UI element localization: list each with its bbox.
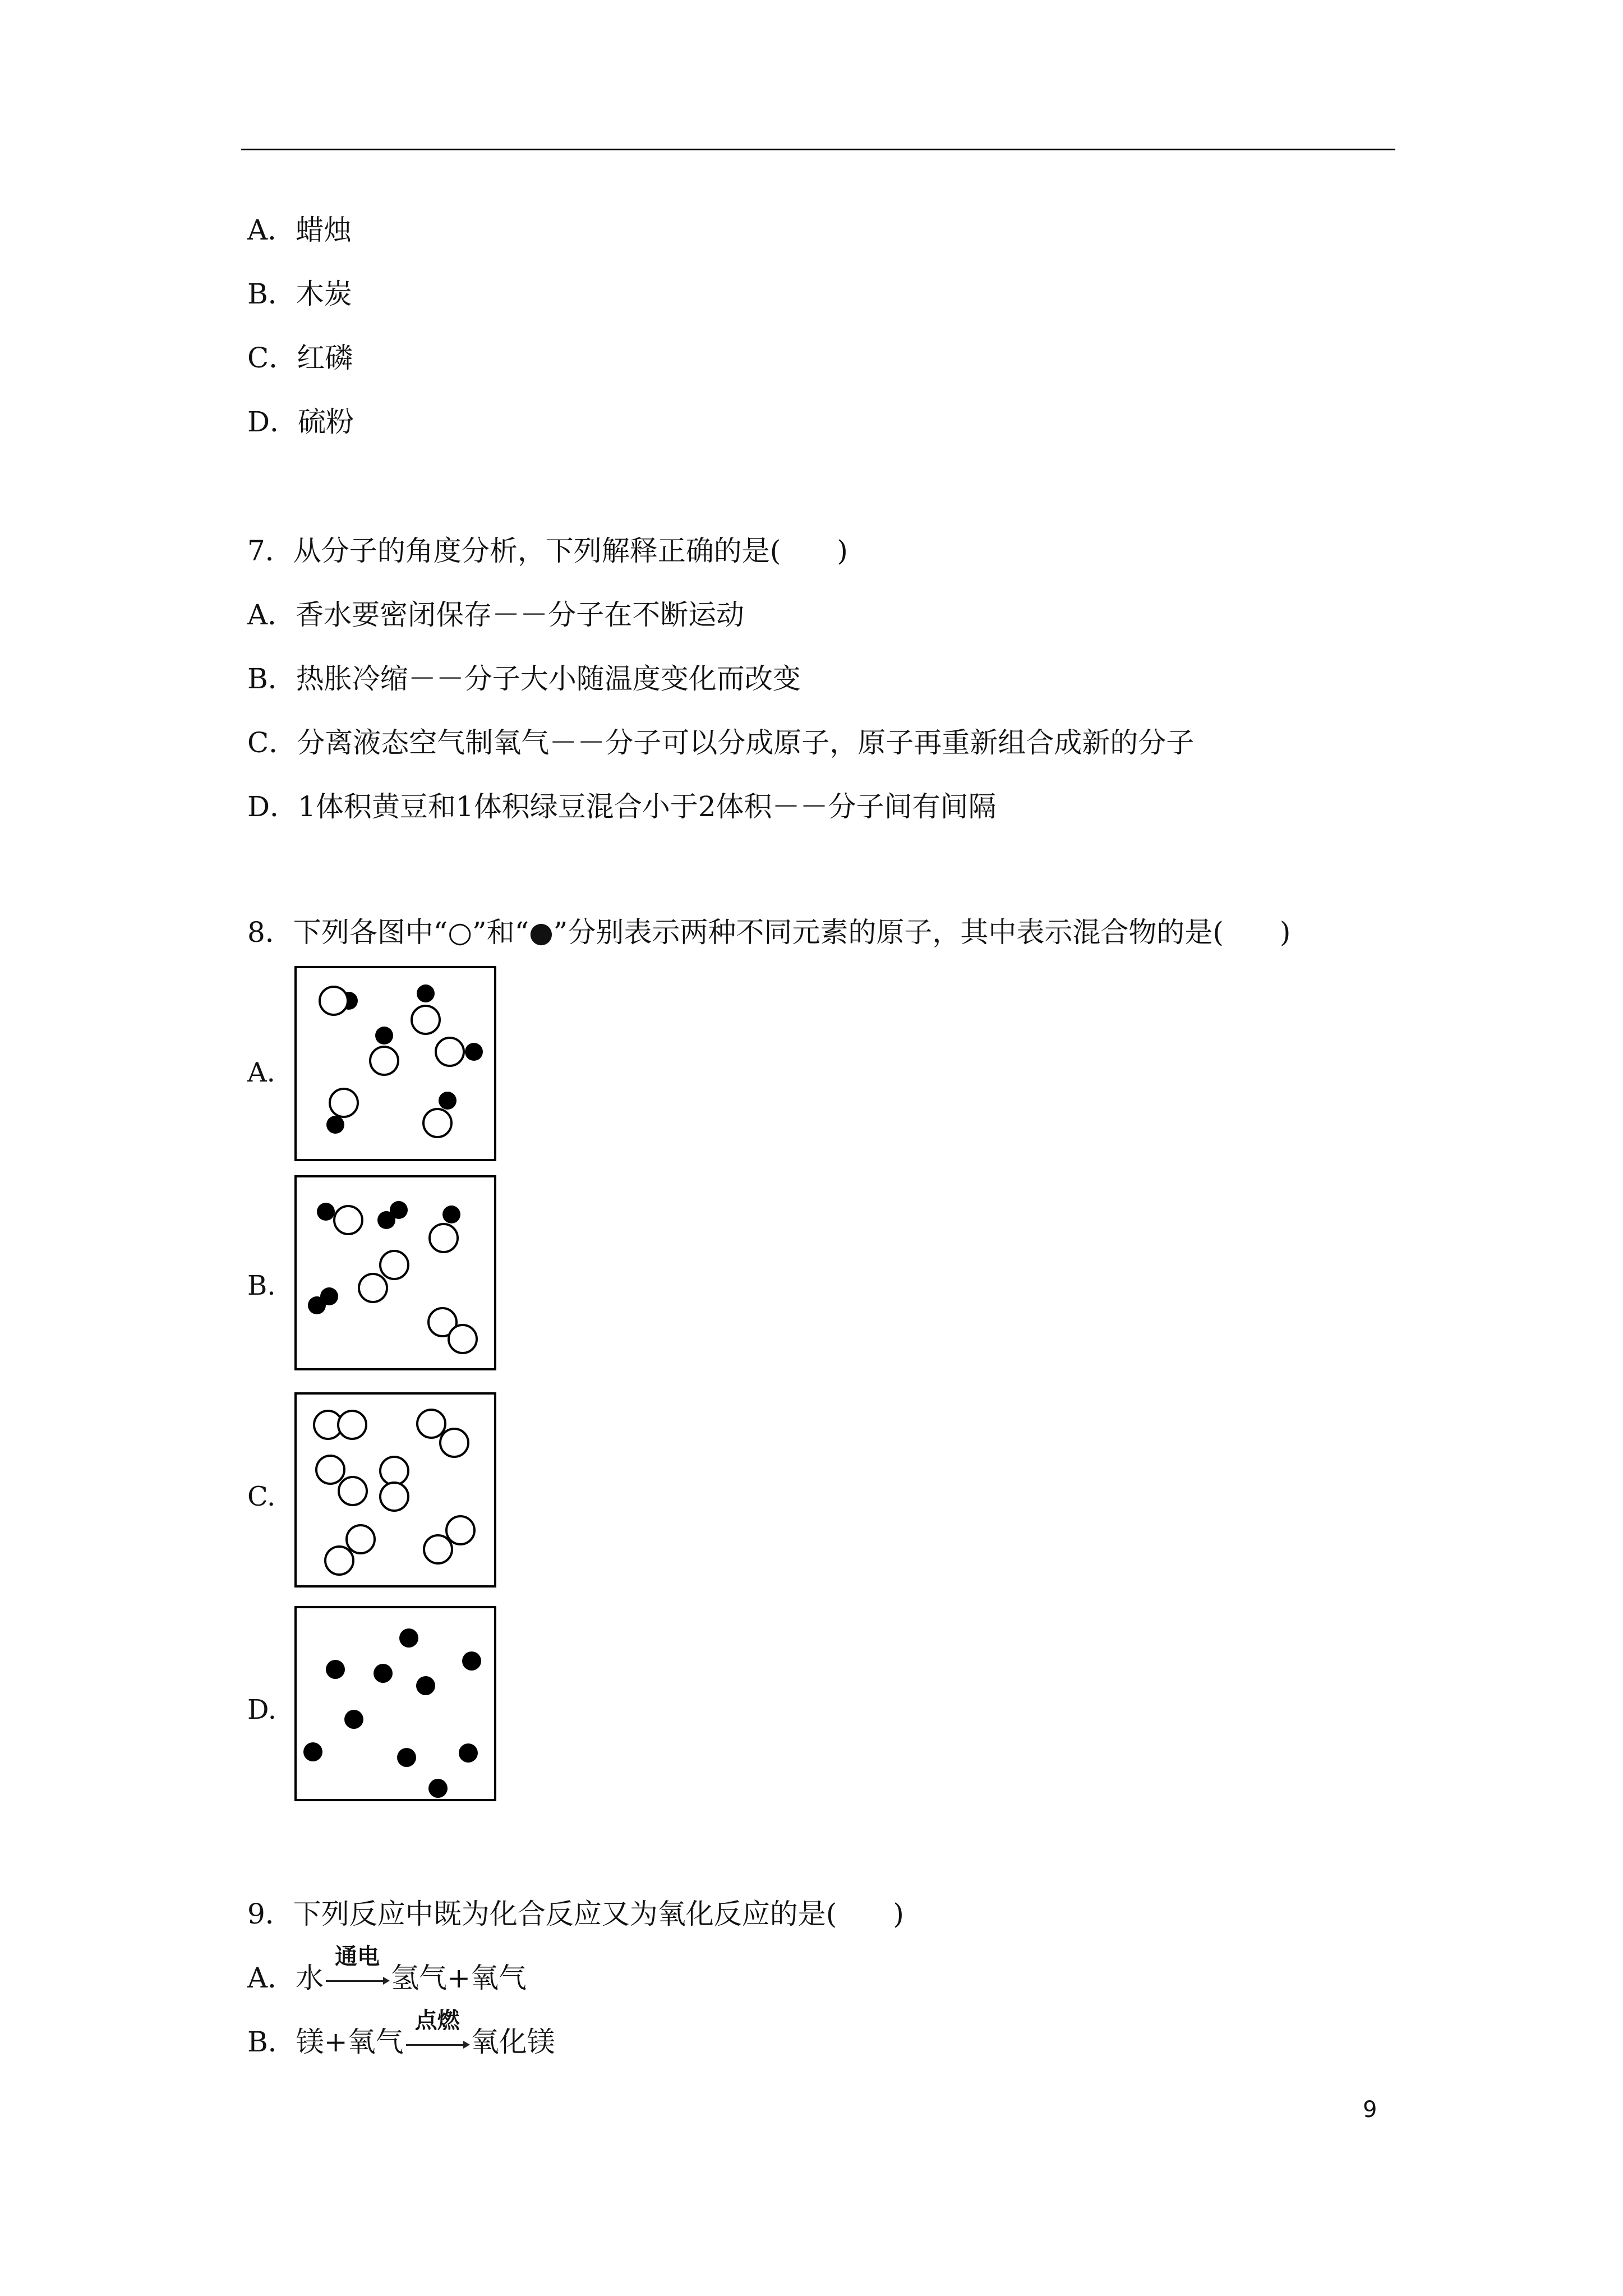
q9-option-a-label: A． [247, 1962, 296, 1994]
q9-option-b-reactant: 镁+氧气 [296, 2026, 404, 2058]
q9-option-a-condition: 通电 [335, 1944, 380, 1970]
q8-figure-c [294, 1392, 496, 1588]
q8-option-a-label: A. [247, 1057, 275, 1088]
header-rule [241, 149, 1395, 150]
q9-option-a-reactant: 水 [296, 1962, 324, 1994]
q6-option-a: A．蜡烛 [247, 214, 352, 246]
q8-figure-b [294, 1175, 496, 1370]
q8-figure-d [294, 1606, 496, 1801]
q8-stem-mid: ”和“ [472, 916, 529, 949]
q8-stem-after: ”分别表示两种不同元素的原子，其中表示混合物的是( ) [553, 916, 1291, 949]
q8-stem-before: 8．下列各图中“ [247, 916, 448, 949]
q9-option-a [247, 1944, 527, 1996]
q8-option-d-label: D. [247, 1694, 277, 1726]
q9-option-b-label: B． [247, 2026, 296, 2058]
q6-option-c: C．红磷 [247, 342, 353, 374]
q9-option-b-condition: 点燃 [414, 2008, 460, 2033]
reaction-arrow-icon [324, 1944, 391, 1996]
q8-option-c-label: C. [247, 1481, 276, 1512]
q9-option-b [247, 2008, 555, 2060]
q7-stem: 7．从分子的角度分析，下列解释正确的是( ) [247, 535, 848, 567]
filled-circle-symbol: ● [529, 916, 554, 949]
q8-stem [247, 914, 1290, 950]
q9-option-b-products: 氧化镁 [471, 2026, 555, 2058]
q7-option-b: B．热胀冷缩－－分子大小随温度变化而改变 [247, 662, 801, 695]
q6-option-d: D．硫粉 [247, 406, 354, 438]
q8-figure-a [294, 966, 496, 1161]
q7-option-d: D．1体积黄豆和1体积绿豆混合小于2体积－－分子间有间隔 [247, 790, 997, 823]
reaction-arrow-icon [404, 2008, 471, 2060]
q7-option-a: A．香水要密闭保存－－分子在不断运动 [247, 599, 745, 631]
q6-option-b: B．木炭 [247, 278, 352, 310]
q8-option-b-label: B. [247, 1270, 276, 1301]
q7-option-c: C．分离液态空气制氧气－－分子可以分成原子，原子再重新组合成新的分子 [247, 726, 1195, 759]
page-number: 9 [1363, 2097, 1377, 2123]
open-circle-symbol: ○ [448, 916, 473, 949]
q9-stem: 9．下列反应中既为化合反应又为氧化反应的是( ) [247, 1898, 904, 1930]
q9-option-a-products: 氢气+氧气 [391, 1962, 527, 1994]
